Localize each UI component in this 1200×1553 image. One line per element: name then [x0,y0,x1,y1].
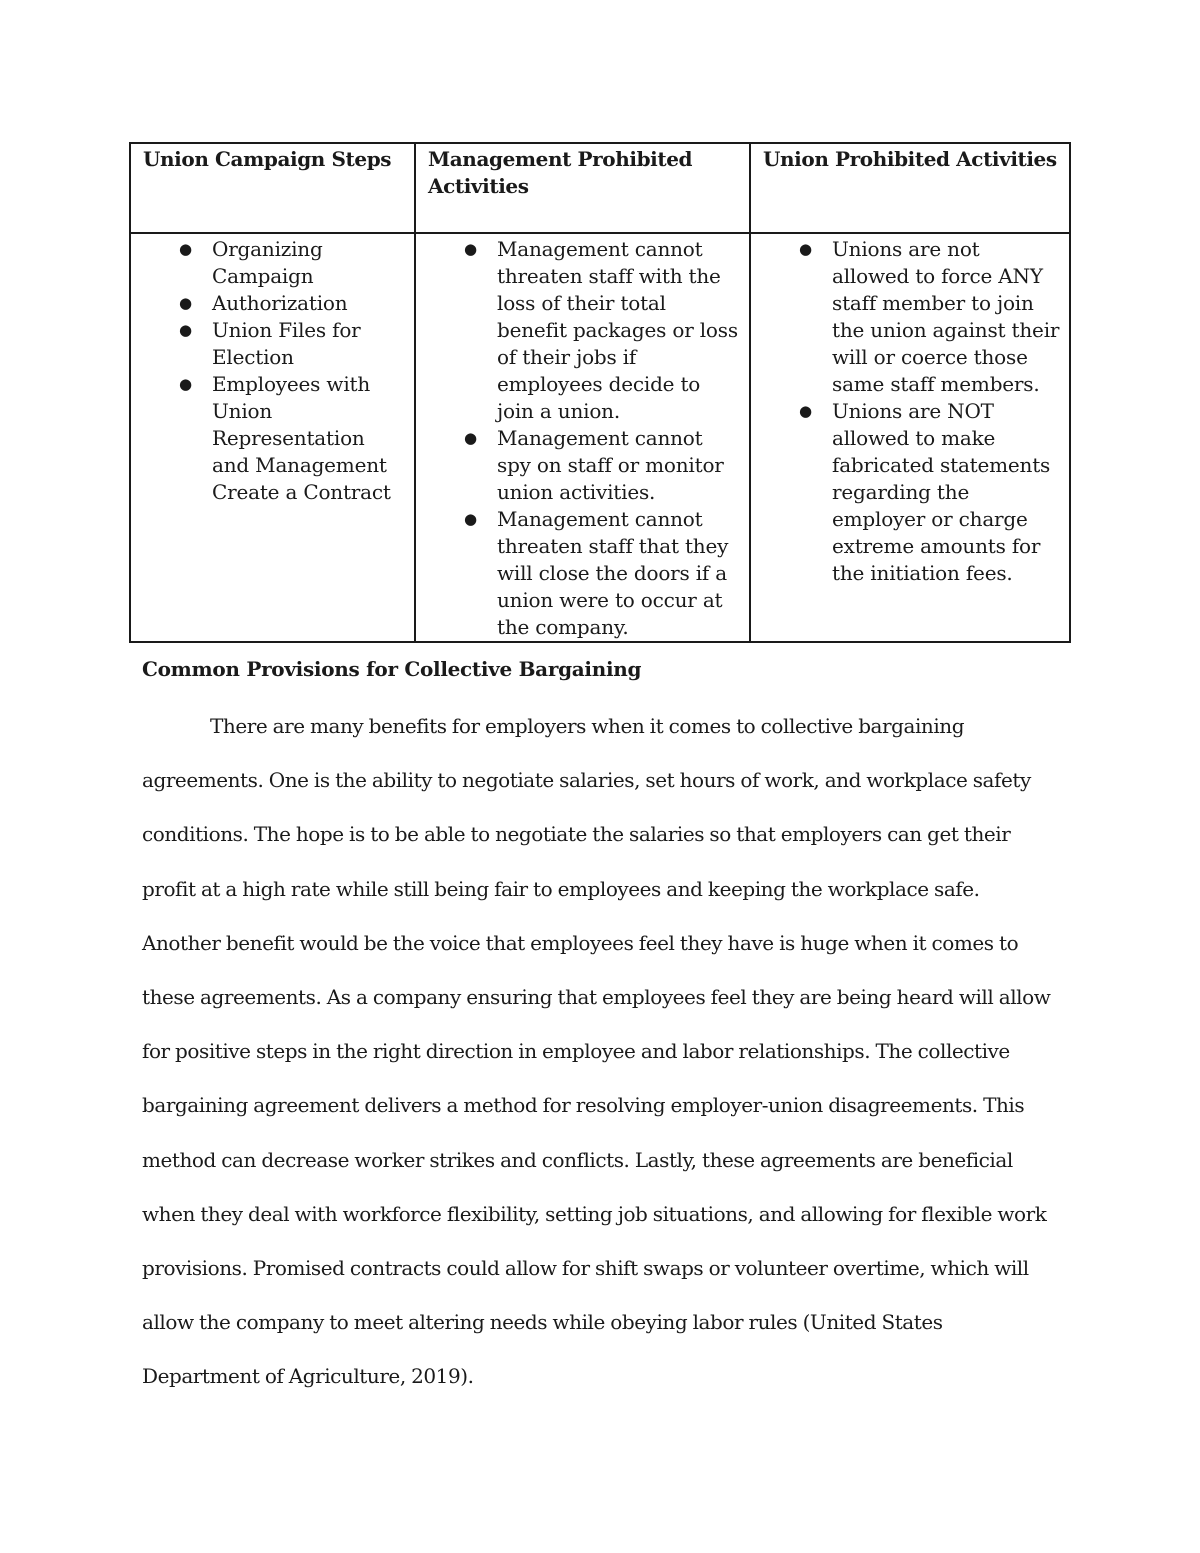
header-union-campaign-steps: Union Campaign Steps [130,143,415,233]
bullet-icon: ● [179,321,192,339]
header-union-prohibited-activities: Union Prohibited Activities [750,143,1070,233]
list-item-text: Unions are not allowed to force ANY staff member to join the union against their will or coerce those same staff members. [832,237,1060,396]
list-item-text: Management cannot threaten staff with the loss of their total benefit packages or loss of their jobs if employees decide to join a union. [497,237,738,423]
list-item-text: Organizing Campaign [212,237,323,288]
cell-union-campaign-steps [130,233,415,642]
bullet-icon: ● [799,402,812,420]
list-item [131,236,406,290]
list-item-text: Management cannot spy on staff or monitor union activities. [497,426,724,504]
list-item [751,236,1061,398]
bullet-icon: ● [179,294,192,312]
union-prohibited-list [751,236,1061,587]
bullet-icon: ● [179,240,192,258]
list-item-text: Management cannot threaten staff that they will close the doors if a union were to occur at the company. [497,507,729,639]
management-prohibited-list [416,236,741,641]
list-item-text: Unions are NOT allowed to make fabricated statements regarding the employer or charge extreme amounts for the initiation fees. [832,399,1051,585]
list-item [131,317,406,371]
list-item-text: Union Files for Election [212,318,361,369]
section-heading: Common Provisions for Collective Bargaining [142,657,642,681]
list-item [416,236,741,425]
union-activities-table [129,142,1071,643]
bullet-icon: ● [464,510,477,528]
campaign-steps-list [131,236,406,506]
list-item-text: Authorization [212,291,348,315]
table-header-row [130,143,1070,233]
table-row [130,233,1070,642]
list-item-text: Employees with Union Representation and Management Create a Contract [212,372,391,504]
body-paragraph: There are many benefits for employers when it comes to collective bargaining agreements. One is the ability to negotiate salaries, set hours of work, and workplace safety conditions. The hope is to be able to negotiate the salaries so that employers can get their profit at a high rate while still being fair to employees and keeping the workplace safe. Another benefit would be the voice that employees feel they have is huge when it comes to these agreements. As a company ensuring that employees feel they are being heard will allow for positive steps in the right direction in employee and labor relationships. The collective bargaining agreement delivers a method for resolving employer-union disagreements. This method can decrease worker strikes and conflicts. Lastly, these agreements are beneficial when they deal with workforce flexibility, setting job situations, and allowing for flexible work provisions. Promised contracts could allow for shift swaps or volunteer overtime, which will allow the company to meet altering needs while obeying labor rules (United States Department of Agriculture, 2019). [142,714,1051,1389]
bullet-icon: ● [179,375,192,393]
list-item [751,398,1061,587]
cell-management-prohibited-activities [415,233,750,642]
bullet-icon: ● [464,240,477,258]
cell-union-prohibited-activities [750,233,1070,642]
list-item [416,506,741,641]
list-item [131,371,406,506]
header-management-prohibited-activities: Management Prohibited Activities [415,143,750,233]
list-item [416,425,741,506]
bullet-icon: ● [799,240,812,258]
list-item [131,290,406,317]
bullet-icon: ● [464,429,477,447]
